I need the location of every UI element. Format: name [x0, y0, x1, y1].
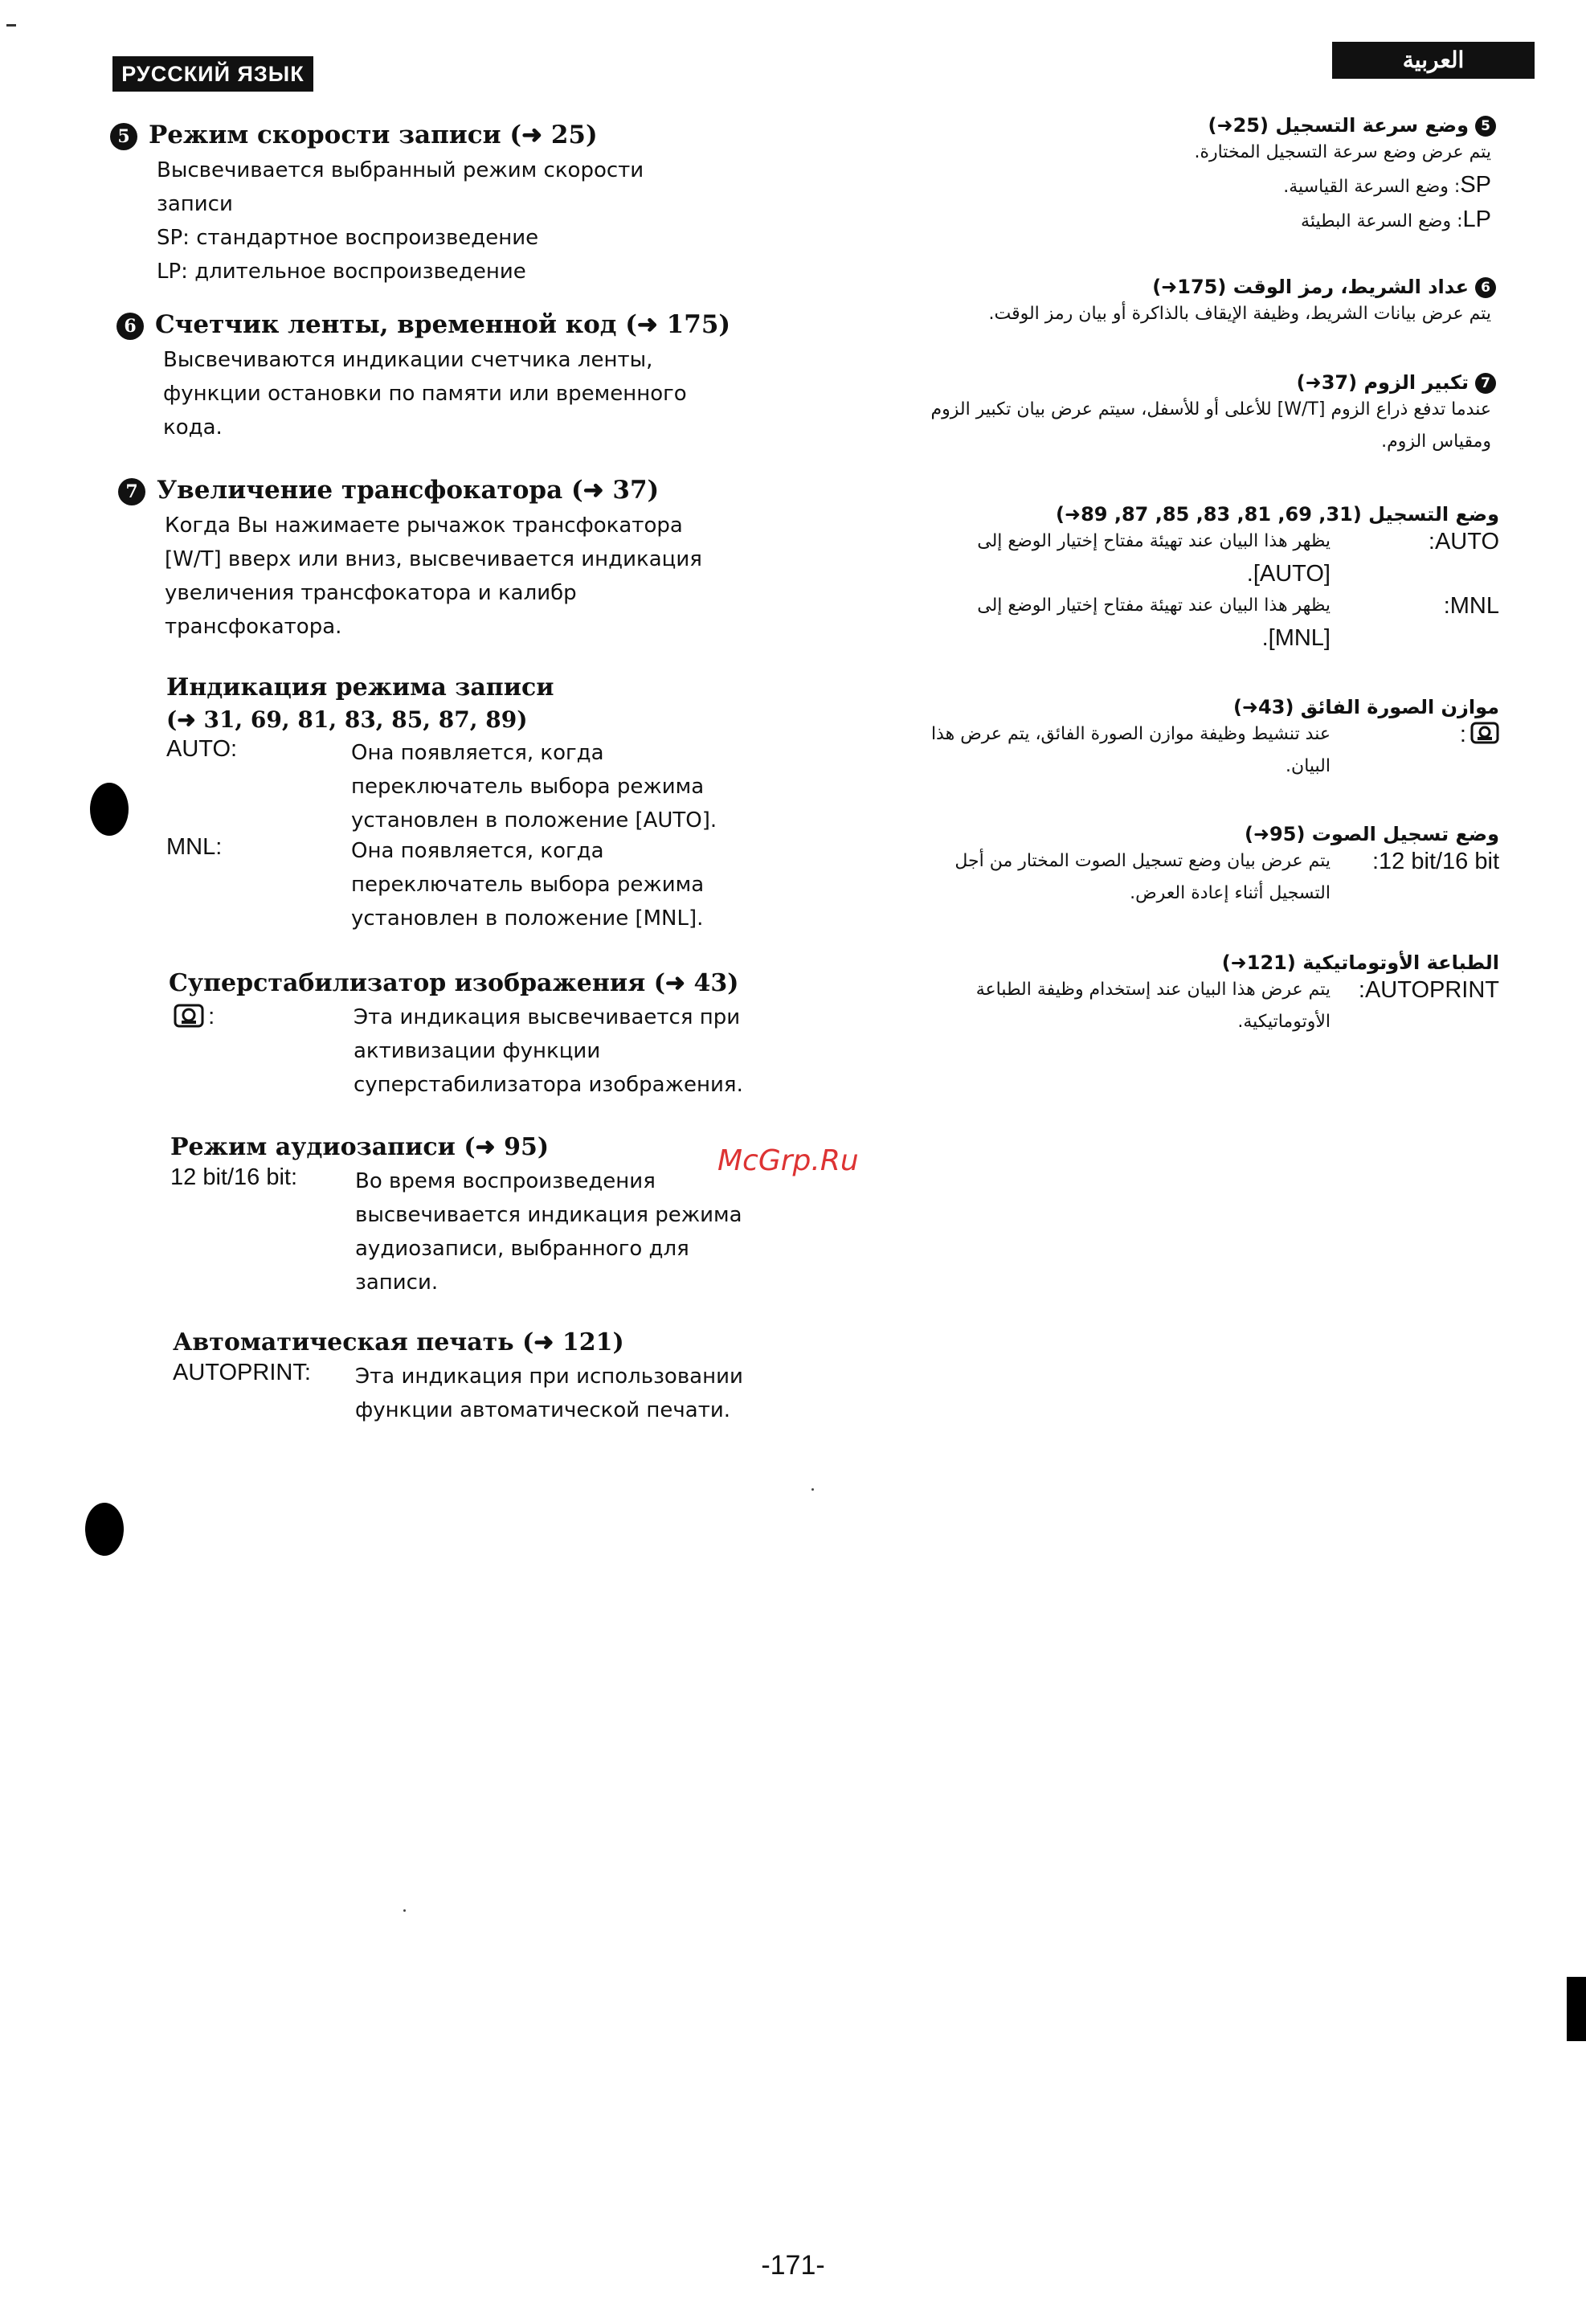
- ru-s7-line: Когда Вы нажимаете рычажок трансфокатора: [165, 513, 683, 538]
- ar-print-line: يتم عرض هذا البيان عند إستخدام وظيفة الطباعة: [975, 980, 1331, 1000]
- ar-audio-title: وضع تسجيل الصوت (95➜): [1244, 823, 1499, 845]
- ru-stab-indicator: [174, 1004, 215, 1031]
- ru-auto-line: Она появляется, когда: [351, 741, 604, 765]
- ru-s6-line: функции остановки по памяти или временного: [163, 381, 687, 406]
- ru-stab-line: активизации функции: [354, 1039, 601, 1063]
- ar-audio-label: :12 bit/16 bit: [1372, 849, 1499, 874]
- ru-auto-line: переключатель выбора режима: [351, 775, 705, 799]
- ar-rec-title: وضع التسجيل (31, 69, 81, 83, 85, 87, 89➜): [1056, 503, 1499, 526]
- ar-section-number-5-icon: 5: [1475, 116, 1496, 137]
- ar-lp-text: : وضع السرعة البطيئة: [1301, 211, 1463, 231]
- ar-stabilizer: [884, 696, 1499, 791]
- ru-mnl-line: установлен в положение [MNL].: [351, 906, 704, 931]
- ru-auto-label: AUTO:: [166, 736, 238, 762]
- watermark: McGrp.Ru: [717, 1144, 859, 1177]
- ru-mnl-line: переключатель выбора режима: [351, 873, 705, 897]
- stabilizer-icon: [1470, 722, 1499, 744]
- ar-recording-mode: [884, 503, 1499, 662]
- language-tab-russian: РУССКИЙ ЯЗЫК: [112, 56, 313, 92]
- ru-s7-title: Увеличение трансфокатора (➜ 37): [157, 476, 660, 505]
- ru-auto-line: установлен в положение [AUTO].: [351, 808, 717, 833]
- ru-s7-line: трансфокатора.: [165, 614, 342, 639]
- scan-mark: [6, 24, 16, 27]
- ru-audio-mode: [170, 1133, 813, 1301]
- ar-audio-line: يتم عرض بيان وضع تسجيل الصوت المختار من أجل: [954, 851, 1331, 871]
- ru-s5-line: записи: [157, 191, 233, 216]
- ru-s7-line: увеличения трансфокатора и калибр: [165, 580, 577, 605]
- page-number: -171-: [761, 2250, 825, 2281]
- ru-rec-ref: (➜ 31, 69, 81, 83, 85, 87, 89): [166, 706, 528, 733]
- ru-s6-line: кода.: [163, 415, 223, 440]
- ar-section-6: [884, 276, 1496, 330]
- ru-audio-line: Во время воспроизведения: [355, 1169, 656, 1193]
- ru-stab-title: Суперстабилизатор изображения (➜ 43): [169, 969, 739, 997]
- ar-s5-title: وضع سرعة التسجيل (25➜): [1208, 114, 1469, 137]
- ru-audio-line: высвечивается индикация режима: [355, 1203, 742, 1227]
- ar-section-number-7-icon: 7: [1475, 373, 1496, 394]
- ru-print-label: AUTOPRINT:: [173, 1360, 311, 1385]
- ru-stabilizer: [169, 969, 811, 1105]
- ar-section-7: [884, 371, 1496, 458]
- ru-s5-line: LP: длительное воспроизведение: [157, 259, 526, 284]
- ar-mnl-line: .[MNL]: [1261, 625, 1331, 651]
- ru-s6-line: Высвечиваются индикации счетчика ленты,: [163, 347, 653, 372]
- ar-stab-title: موازن الصورة الفائق (43➜): [1232, 696, 1499, 718]
- ru-section-7: [118, 476, 809, 644]
- ru-s5-line: Высвечивается выбранный режим скорости: [157, 158, 644, 182]
- ar-audio-line: التسجيل أثناء إعادة العرض.: [1130, 883, 1331, 903]
- ru-audio-line: аудиозаписи, выбранного для: [355, 1237, 689, 1261]
- ru-mnl-label: MNL:: [166, 834, 223, 860]
- ar-s7-line: عندما تدفع ذراع الزوم [W/T] للأعلى أو للأسفل، سيتم عرض بيان تكبير الزوم: [930, 399, 1491, 419]
- ru-section-5: [110, 121, 801, 288]
- stabilizer-icon: [174, 1004, 204, 1028]
- ru-audio-line: записи.: [355, 1270, 439, 1295]
- ar-auto-line: .[AUTO]: [1246, 561, 1331, 587]
- ar-s6-title: عداد الشريط، رمز الوقت (175➜): [1152, 276, 1469, 298]
- ru-mnl-line: Она появляется, когда: [351, 839, 604, 863]
- ar-print-title: الطباعة الأوتوماتيكية (121➜): [1221, 951, 1499, 974]
- ar-stab-line: عند تنشيط وظيفة موازن الصورة الفائق، يتم عرض هذا: [930, 724, 1331, 744]
- ru-recording-mode: [166, 673, 809, 929]
- ru-print-title: Автоматическая печать (➜ 121): [173, 1328, 624, 1356]
- ru-rec-title: Индикация режима записи: [166, 673, 554, 702]
- ar-mnl-label: :MNL: [1443, 593, 1499, 619]
- ru-s6-title: Счетчик ленты, временной код (➜ 175): [155, 310, 731, 339]
- ar-section-5: [884, 114, 1496, 238]
- ar-audio-mode: [884, 823, 1499, 918]
- binder-hole: [85, 1503, 124, 1556]
- ar-stab-indicator: [1460, 722, 1499, 748]
- ru-stab-line: Эта индикация высвечивается при: [354, 1005, 741, 1029]
- ar-lp-label: LP: [1462, 207, 1491, 232]
- ar-stab-label: :: [1459, 722, 1466, 747]
- scan-speck: [403, 1909, 406, 1912]
- ar-sp-text: : وضع السرعة القياسية.: [1283, 177, 1461, 197]
- language-tab-arabic: العربية: [1332, 42, 1535, 79]
- ar-s7-line: ومقياس الزوم.: [1381, 432, 1491, 452]
- ar-sp-label: SP: [1460, 172, 1491, 198]
- ar-section-number-6-icon: 6: [1475, 277, 1496, 298]
- ru-stab-label: :: [208, 1004, 215, 1029]
- ar-stab-line: البيان.: [1286, 756, 1331, 776]
- ru-print-line: Эта индикация при использовании: [355, 1365, 743, 1389]
- scan-speck: [811, 1488, 814, 1491]
- ar-s6-line: يتم عرض بيانات الشريط، وظيفة الإيقاف بالذاكرة أو بيان رمز الوقت.: [988, 304, 1491, 324]
- ru-stab-line: суперстабилизатора изображения.: [354, 1073, 743, 1097]
- ru-audio-title: Режим аудиозаписи (➜ 95): [170, 1133, 550, 1161]
- ru-s5-line: SP: стандартное воспроизведение: [157, 225, 539, 250]
- ru-autoprint: [173, 1328, 815, 1432]
- ru-s7-line: [W/T] вверх или вниз, высвечивается индикация: [165, 546, 702, 571]
- ar-auto-label: :AUTO: [1428, 529, 1499, 554]
- edge-tab-mark: [1567, 1977, 1586, 2041]
- section-number-5-icon: 5: [110, 123, 137, 150]
- ru-audio-label: 12 bit/16 bit:: [170, 1164, 297, 1190]
- section-number-7-icon: 7: [118, 478, 145, 505]
- ar-mnl-line: يظهر هذا البيان عند تهيئة مفتاح إختيار الوضع إلى: [977, 595, 1331, 616]
- binder-hole: [90, 783, 129, 836]
- ar-s7-title: تكبير الزوم (37➜): [1296, 371, 1469, 394]
- ru-print-line: функции автоматической печати.: [355, 1398, 730, 1422]
- ar-autoprint: [884, 951, 1499, 1046]
- section-number-6-icon: 6: [116, 313, 144, 340]
- ru-s5-title: Режим скорости записи (➜ 25): [149, 121, 598, 149]
- ar-print-line: الأوتوماتيكية.: [1237, 1012, 1331, 1032]
- ar-s5-line: يتم عرض وضع سرعة التسجيل المختارة.: [1194, 142, 1491, 162]
- ar-print-label: :AUTOPRINT: [1358, 977, 1499, 1003]
- ar-auto-line: يظهر هذا البيان عند تهيئة مفتاح إختيار الوضع إلى: [977, 531, 1331, 551]
- ru-section-6: [116, 310, 807, 444]
